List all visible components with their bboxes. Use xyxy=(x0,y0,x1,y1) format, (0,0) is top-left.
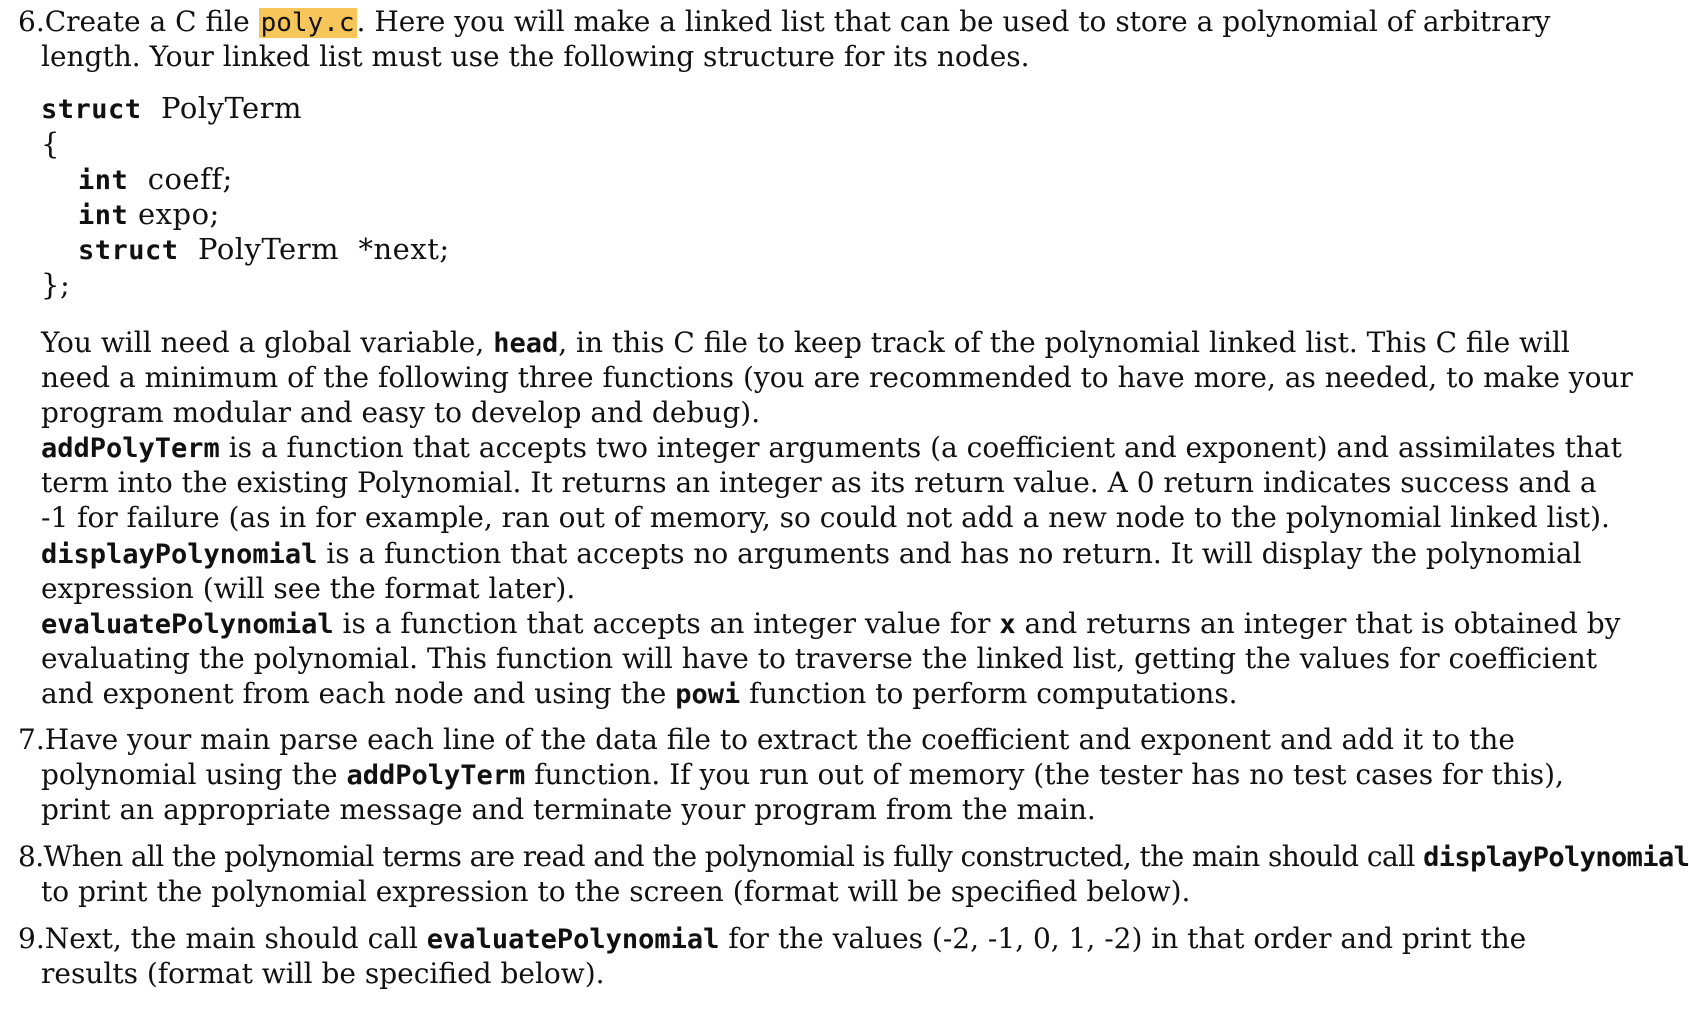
code-evaluatePolynomial-2: evaluatePolynomial xyxy=(426,924,720,955)
item-6-space xyxy=(250,5,259,38)
item-6-word: file xyxy=(205,5,250,38)
code-addPolyTerm-2: addPolyTerm xyxy=(346,760,526,791)
para-line-5: term into the existing Polynomial. It returns an integer as its return value. A 0 return indicates success and a xyxy=(41,466,1597,499)
para-line-7 xyxy=(41,536,1582,573)
para-line-4-text: is a function that accepts two integer arguments (a coefficient and exponent) and assimilates that xyxy=(228,431,1622,464)
code-struct-name: PolyTerm xyxy=(160,91,303,125)
item-6-space xyxy=(445,5,454,38)
para-line-10: evaluating the polynomial. This function will have to traverse the linked list, getting the values for coefficient xyxy=(41,642,1597,675)
item-6-space xyxy=(505,5,514,38)
item-6-word: that xyxy=(833,5,891,38)
code-keyword-int: int xyxy=(78,165,129,196)
item-6-space xyxy=(141,5,150,38)
code-field-coeff xyxy=(78,161,233,199)
item-7-line-1 xyxy=(18,722,1515,758)
item-6-word: can xyxy=(899,5,951,38)
para-line-9 xyxy=(41,606,1620,643)
item-6-space xyxy=(891,5,900,38)
item-6-word: Here xyxy=(374,5,446,38)
item-6-space xyxy=(365,5,374,38)
code-powi: powi xyxy=(675,679,741,710)
item-6-space xyxy=(1378,5,1387,38)
item-9-line-1-start: Next, the main should call xyxy=(44,922,418,955)
item-6-word: a xyxy=(1196,5,1214,38)
item-6-word: will xyxy=(513,5,565,38)
item-6-word: Create xyxy=(44,5,141,38)
item-6-word: a xyxy=(149,5,167,38)
para-line-8: expression (will see the format later). xyxy=(41,572,576,605)
para-line-11 xyxy=(41,676,1238,713)
item-6-space xyxy=(1213,5,1222,38)
item-6-word: store xyxy=(1115,5,1188,38)
code-keyword-int-2: int xyxy=(78,200,129,231)
item-6-word: polynomial xyxy=(1222,5,1378,38)
item-6-word: used xyxy=(1002,5,1070,38)
item-8-line-2: to print the polynomial expression to the screen (format will be specified below). xyxy=(41,875,1191,908)
item-6-word: a xyxy=(659,5,676,38)
item-6-word: linked xyxy=(684,5,773,38)
code-keyword-struct: struct xyxy=(41,94,142,125)
item-6-word: list xyxy=(781,5,825,38)
code-x: x xyxy=(999,609,1016,640)
code-addPolyTerm: addPolyTerm xyxy=(41,433,220,464)
item-6-period: . xyxy=(356,5,366,38)
item-6-space xyxy=(772,5,781,38)
item-7-line-3: print an appropriate message and terminate your program from the main. xyxy=(41,793,1096,826)
item-9-number: 9. xyxy=(18,922,45,955)
code-close-brace: }; xyxy=(41,268,71,302)
item-8-number: 8. xyxy=(18,840,44,873)
code-field-next-name: *next; xyxy=(358,232,450,266)
item-6-space xyxy=(650,5,659,38)
item-6-space xyxy=(825,5,834,38)
item-6-number: 6. xyxy=(18,5,45,38)
code-head: head xyxy=(493,328,559,359)
code-displayPolynomial-2: displayPolynomial xyxy=(1423,842,1689,873)
code-keyword-struct-2: struct xyxy=(78,235,179,266)
item-6-word: arbitrary xyxy=(1422,5,1551,38)
item-7-line-2-end: function. If you run out of memory (the tester has no test cases for this), xyxy=(534,758,1564,791)
item-6-word: C xyxy=(175,5,197,38)
para-line-6: -1 for failure (as in for example, ran out of memory, so could not add a new node to the polynomial linked list). xyxy=(41,501,1610,534)
item-7-number: 7. xyxy=(18,723,45,756)
para-line-1-end: , in this C file to keep track of the polynomial linked list. This C file will xyxy=(558,326,1570,359)
code-evaluatePolynomial: evaluatePolynomial xyxy=(41,609,334,640)
item-6-space xyxy=(166,5,175,38)
item-6-space xyxy=(565,5,574,38)
item-6-space xyxy=(1414,5,1423,38)
code-struct-line xyxy=(41,90,302,128)
item-9-line-1-end: for the values (-2, -1, 0, 1, -2) in that order and print the xyxy=(728,922,1527,955)
para-line-2: need a minimum of the following three functions (you are recommended to have more, as needed, to make your xyxy=(41,361,1633,394)
item-7-line-1-text: Have your main parse each line of the data file to extract the coefficient and exponent and add it to the xyxy=(44,723,1515,756)
filename-highlight: poly.c xyxy=(260,8,355,38)
code-open-brace: { xyxy=(41,127,60,161)
item-6-space xyxy=(676,5,685,38)
item-6-space xyxy=(1069,5,1078,38)
para-line-1-start: You will need a global variable, xyxy=(41,326,485,359)
item-6-word: of xyxy=(1386,5,1415,38)
item-6-line-1 xyxy=(18,4,1551,41)
item-8-line-1-text: When all the polynomial terms are read and the polynomial is fully constructed, the main should call xyxy=(43,840,1415,873)
item-6-word: you xyxy=(454,5,505,38)
item-6-space xyxy=(1188,5,1197,38)
code-field-coeff-name: coeff; xyxy=(147,162,233,196)
item-7-line-2 xyxy=(41,757,1564,794)
item-6-word: be xyxy=(959,5,994,38)
code-field-expo-name: expo; xyxy=(138,197,220,231)
item-9-line-1 xyxy=(18,921,1526,958)
code-displayPolynomial: displayPolynomial xyxy=(41,539,318,570)
para-line-11-start: and exponent from each node and using the xyxy=(41,677,667,710)
code-field-next-type: PolyTerm xyxy=(197,232,340,266)
item-8-line-1 xyxy=(18,839,1689,876)
item-6-line-2: length. Your linked list must use the following structure for its nodes. xyxy=(41,40,1030,73)
para-line-11-end: function to perform computations. xyxy=(749,677,1238,710)
para-line-7-text: is a function that accepts no arguments and has no return. It will display the polynomial xyxy=(326,537,1582,570)
para-line-9-start: is a function that accepts an integer value for xyxy=(342,607,991,640)
code-field-expo xyxy=(78,196,220,234)
item-6-space xyxy=(1106,5,1115,38)
code-field-next xyxy=(78,231,450,269)
para-line-9-end: and returns an integer that is obtained by xyxy=(1024,607,1621,640)
item-6-word: to xyxy=(1078,5,1107,38)
para-line-3: program modular and easy to develop and debug). xyxy=(41,396,761,429)
item-6-space xyxy=(950,5,959,38)
item-7-line-2-start: polynomial using the xyxy=(41,758,338,791)
item-9-line-2: results (format will be specified below). xyxy=(41,957,605,990)
item-6-word: make xyxy=(573,5,651,38)
para-line-4 xyxy=(41,430,1622,467)
para-line-1 xyxy=(41,325,1570,362)
